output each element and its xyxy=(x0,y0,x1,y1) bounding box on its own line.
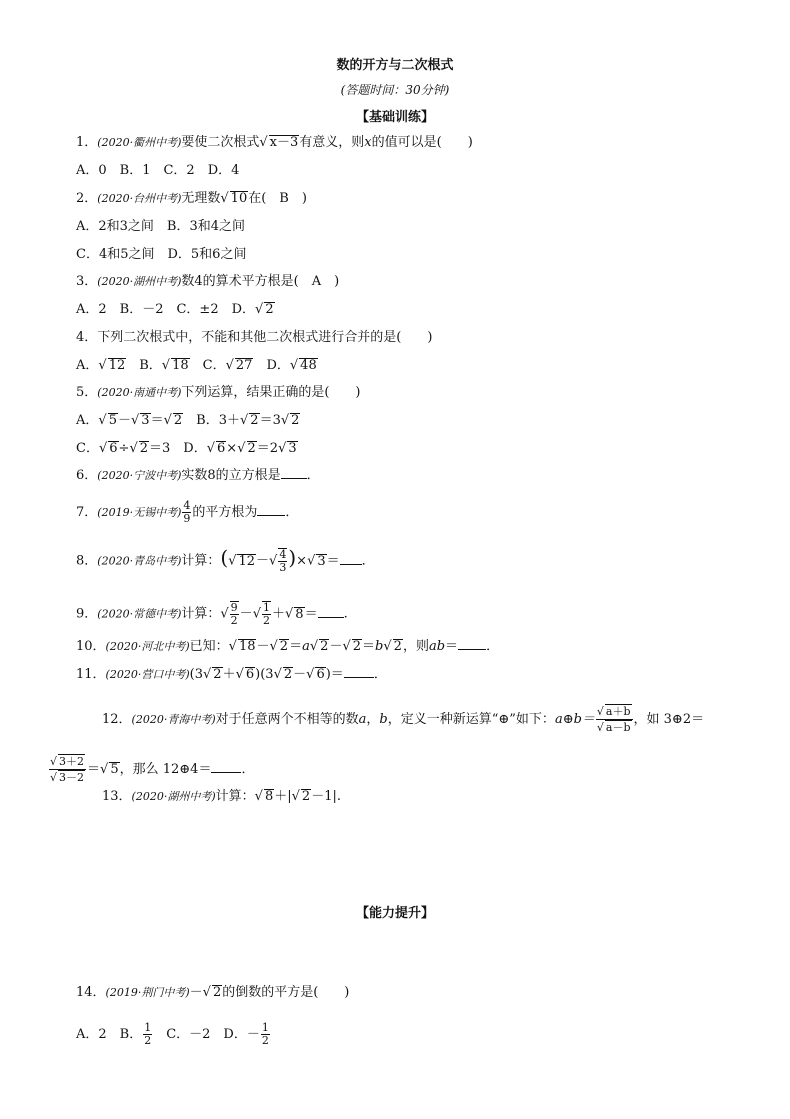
answer-blank[interactable] xyxy=(257,515,285,516)
question-11: 11．(2020·营口中考)(3√ 2＋√ 6)(3√ 2－√ 6)＝ ． xyxy=(76,667,387,682)
question-5-options-cd: C．√ 6÷√ 2＝3 D．√ 6×√ 2＝2√ 3 xyxy=(76,441,297,456)
question-14: 14．(2019·荆门中考)－√ 2的倒数的平方是( ) xyxy=(76,985,350,1000)
answer-blank[interactable] xyxy=(281,478,307,479)
section-advanced: 【能力提升】 xyxy=(355,906,434,921)
answer-blank[interactable] xyxy=(344,677,374,678)
answer-blank[interactable] xyxy=(211,772,241,773)
question-14-options: A．2 B． $\frac{1}{2}$ C．－2 D．－ $\frac{1}{2}$ xyxy=(76,1021,269,1047)
question-2-options-ab: A．2和3之间 B．3和4之间 xyxy=(76,219,246,234)
question-3-options: A．2 B．－2 C．±2 D．√ 2 xyxy=(76,302,274,317)
question-2: 2．(2020·台州中考)无理数√ 10在( B ) xyxy=(76,191,307,206)
question-8: 8．(2020·青岛中考)计算：(√ 12－√ $\frac{4}{3}$ )×√ 3＝ ． xyxy=(76,545,375,574)
answer-blank[interactable] xyxy=(318,617,344,618)
question-10: 10．(2020·河北中考)已知：√ 18－√ 2＝a√ 2－√ 2＝b√ 2，则ab＝ ． xyxy=(76,639,500,654)
question-9: 9．(2020·常德中考)计算：√ $\frac{9}{2}$ －√ $\frac{1}{2}$ ＋√ 8＝ . xyxy=(76,601,348,627)
question-13: 13．(2020·湖州中考)计算：√ 8＋|√ 2－1|. xyxy=(102,789,341,804)
question-6: 6．(2020·宁波中考)实数8的立方根是 ． xyxy=(76,468,320,483)
question-12-continued: $\frac{√ 3+2}{√ 3-2}$ ＝√ 5，那么 12⊕4＝ ． xyxy=(50,755,255,784)
question-4: 4．下列二次根式中，不能和其他二次根式进行合并的是( ) xyxy=(76,330,433,345)
section-basic: 【基础训练】 xyxy=(355,110,434,125)
question-5-options-ab: A．√ 5－√ 3＝√ 2 B．3＋√ 2＝3√ 2 xyxy=(76,413,300,428)
question-1: 1．(2020·衢州中考)要使二次根式√ x－3有意义，则x的值可以是( ) xyxy=(76,135,473,150)
question-5: 5．(2020·南通中考)下列运算，结果正确的是( ) xyxy=(76,385,361,400)
answer-blank[interactable] xyxy=(340,564,362,565)
page-title: 数的开方与二次根式 xyxy=(336,58,454,73)
question-2-options-cd: C．4和5之间 D．5和6之间 xyxy=(76,247,247,262)
question-1-options: A．0 B．1 C．2 D．4 xyxy=(76,163,240,178)
answer-blank[interactable] xyxy=(458,649,486,650)
question-12: 12．(2020·青海中考)对于任意两个不相等的数a，b，定义一种新运算“⊕”如下：a⊕b＝ $\frac{√ a+b}{√ a-b}$ ，如 3⊕2＝ xyxy=(102,705,705,734)
question-4-options: A．√ 12 B．√ 18 C．√ 27 D．√ 48 xyxy=(76,358,317,373)
question-7: 7．(2019·无锡中考) $\frac{4}{9}$ 的平方根为 ． xyxy=(76,499,299,525)
question-3: 3．(2020·湖州中考)数4的算术平方根是( A ) xyxy=(76,274,340,289)
page-subtitle: (答题时间：30分钟) xyxy=(340,83,450,97)
